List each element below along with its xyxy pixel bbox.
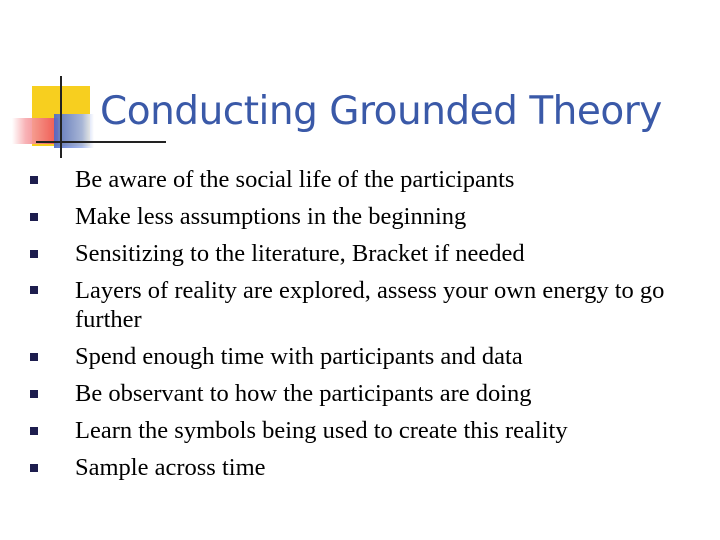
list-item xyxy=(75,161,695,198)
list-item xyxy=(75,449,695,486)
list-item xyxy=(75,272,695,338)
square-bullet-icon xyxy=(30,286,38,294)
bullet-text: Learn the symbols being used to create this reality xyxy=(75,417,568,444)
bullet-text: Layers of reality are explored, assess your own energy to go further xyxy=(75,277,665,333)
bullet-text: Make less assumptions in the beginning xyxy=(75,203,467,230)
square-bullet-icon xyxy=(30,427,38,435)
bullet-list xyxy=(0,161,720,486)
bullet-text: Be observant to how the participants are doing xyxy=(75,380,532,407)
list-item xyxy=(75,412,695,449)
square-bullet-icon xyxy=(30,213,38,221)
decorative-vertical-line xyxy=(60,76,62,158)
list-item xyxy=(75,338,695,375)
list-item xyxy=(75,235,695,272)
square-bullet-icon xyxy=(30,390,38,398)
slide-title: Conducting Grounded Theory xyxy=(100,89,662,134)
square-bullet-icon xyxy=(30,353,38,361)
square-bullet-icon xyxy=(30,176,38,184)
decorative-horizontal-line xyxy=(36,141,166,143)
bullet-text: Sensitizing to the literature, Bracket if needed xyxy=(75,240,525,267)
list-item xyxy=(75,375,695,412)
bullet-text: Sample across time xyxy=(75,454,266,481)
list-item xyxy=(75,198,695,235)
square-bullet-icon xyxy=(30,250,38,258)
bullet-text: Be aware of the social life of the participants xyxy=(75,166,515,193)
square-bullet-icon xyxy=(30,464,38,472)
bullet-text: Spend enough time with participants and data xyxy=(75,343,523,370)
